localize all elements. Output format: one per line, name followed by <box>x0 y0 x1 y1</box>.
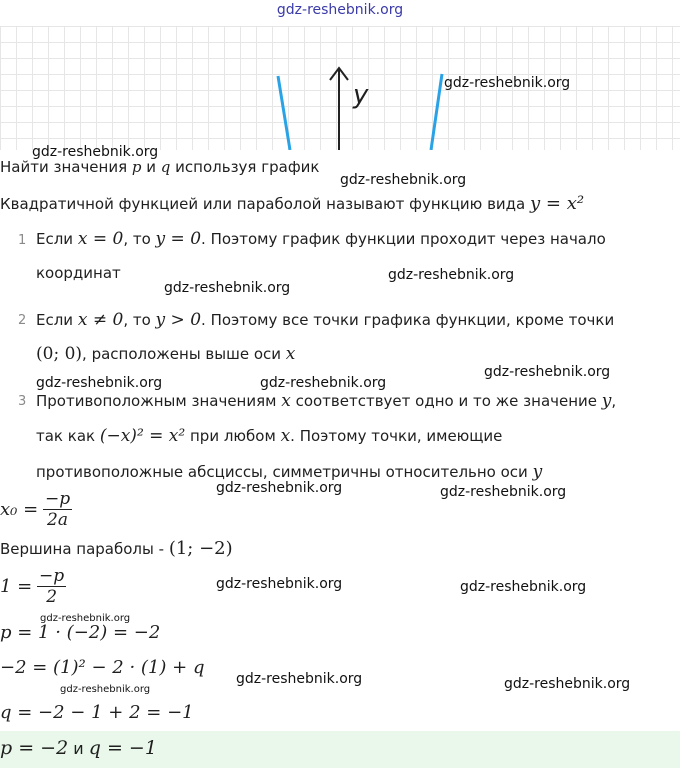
list-item-2-line2: (0; 0), расположены выше оси x <box>36 344 296 364</box>
graph-figure <box>0 26 680 150</box>
watermark: gdz-reshebnik.org <box>236 671 363 687</box>
watermark: gdz-reshebnik.org <box>440 484 567 500</box>
watermark: gdz-reshebnik.org <box>36 375 163 391</box>
watermark: gdz-reshebnik.org <box>60 684 151 695</box>
watermark: gdz-reshebnik.org <box>216 480 343 496</box>
parabola-right-branch <box>431 74 442 150</box>
answer-box <box>0 731 680 768</box>
list-item-3-line3: противоположные абсциссы, симметричны относительно оси y <box>36 462 543 482</box>
list-item-1-line2: координат <box>36 264 121 282</box>
watermark: gdz-reshebnik.org <box>32 144 159 160</box>
y-axis-label: y <box>353 80 369 110</box>
definition-text: Квадратичной функцией или параболой называют функцию вида y = x² <box>0 193 585 214</box>
watermark: gdz-reshebnik.org <box>216 576 343 592</box>
vertex-formula: x₀ = $\frac{-p}{2a}$ <box>0 489 71 530</box>
graph-svg <box>0 26 680 150</box>
watermark: gdz-reshebnik.org <box>444 75 571 91</box>
watermark: gdz-reshebnik.org <box>504 676 631 692</box>
watermark: gdz-reshebnik.org <box>460 579 587 595</box>
watermark: gdz-reshebnik.org <box>260 375 387 391</box>
equation-1: 1 = $\frac{-p}{2}$ <box>0 566 65 607</box>
vertex-text: Вершина параболы - (1; −2) <box>0 538 233 559</box>
equation-4: q = −2 − 1 + 2 = −1 <box>0 702 194 723</box>
answer-text: p = −2 и q = −1 <box>0 737 157 759</box>
list-number: 2 <box>18 313 27 328</box>
list-item-1-line1: Если x = 0, то y = 0. Поэтому график функции проходит через начало <box>36 229 606 249</box>
watermark: gdz-reshebnik.org <box>388 267 515 283</box>
site-link[interactable]: gdz-reshebnik.org <box>276 2 404 18</box>
list-number: 3 <box>18 394 27 409</box>
watermark: gdz-reshebnik.org <box>40 613 131 624</box>
list-number: 1 <box>18 233 27 248</box>
equation-2: p = 1 · (−2) = −2 <box>0 622 161 643</box>
watermark: gdz-reshebnik.org <box>484 364 611 380</box>
parabola-left-branch <box>278 76 290 150</box>
list-item-3-line2: так как (−x)² = x² при любом x. Поэтому точки, имеющие <box>36 426 503 446</box>
list-item-3-line1: Противоположным значениям x соответствует одно и то же значение y, <box>36 391 617 411</box>
watermark: gdz-reshebnik.org <box>164 280 291 296</box>
watermark: gdz-reshebnik.org <box>340 172 467 188</box>
list-item-2-line1: Если x ≠ 0, то y > 0. Поэтому все точки графика функции, кроме точки <box>36 310 615 330</box>
equation-3: −2 = (1)² − 2 · (1) + q <box>0 657 205 678</box>
task-title: Найти значения p и q используя график <box>0 158 320 176</box>
